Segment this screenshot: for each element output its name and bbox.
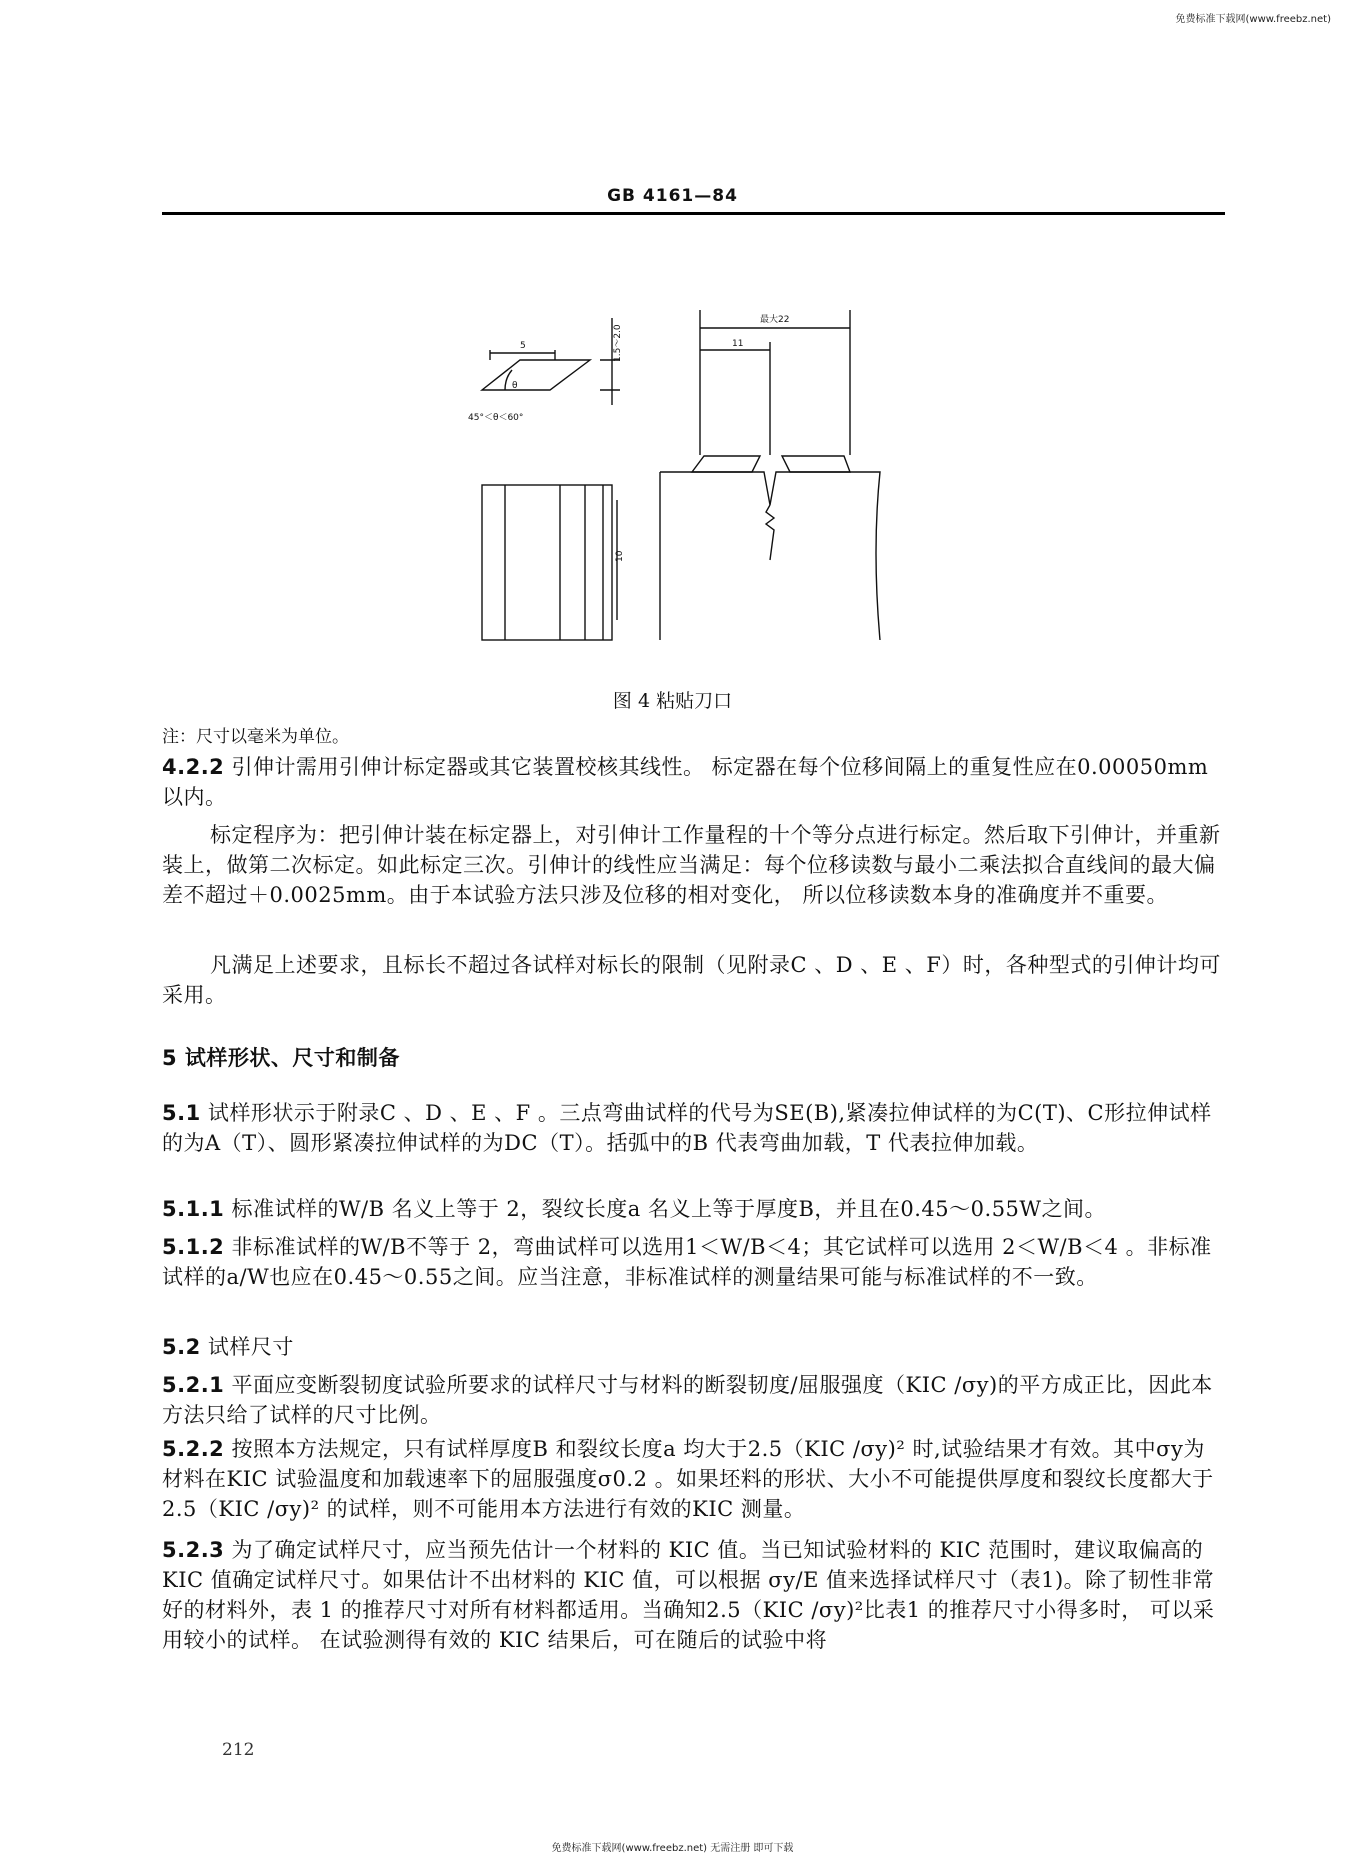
paragraph-5-2-1: 5.2.1 平面应变断裂韧度试验所要求的试样尺寸与材料的断裂韧度/屈服强度（KIC /σy)的平方成正比，因此本方法只给了试样的尺寸比例。 — [162, 1373, 1213, 1427]
dim-max-22: 最大22 — [760, 315, 790, 325]
dim-angle-range: 45°＜θ＜60° — [468, 413, 524, 423]
section-5-heading: 5 试样形状、尺寸和制备 — [162, 1045, 400, 1070]
section-5-2-heading: 5.2 试样尺寸 — [162, 1335, 294, 1359]
dim-length-10: 10 — [615, 550, 625, 562]
paragraph-extensometer-types: 凡满足上述要求，且标长不超过各试样对标长的限制（见附录C 、D 、E 、F）时，各种型式的引伸计均可采用。 — [162, 953, 1221, 1007]
figure-caption: 图 4 粘贴刀口 — [612, 690, 733, 712]
knife-edge-left — [692, 456, 760, 472]
dim-height: 1.5～2.0 — [613, 324, 623, 362]
page-number: 212 — [222, 1740, 255, 1760]
paragraph-5-1-1: 5.1.1 标准试样的W/B 名义上等于 2，裂纹长度a 名义上等于厚度B，并且在0.45～0.55W之间。 — [162, 1197, 1107, 1221]
paragraph-5-1: 5.1 试样形状示于附录C 、D 、E 、F 。三点弯曲试样的代号为SE(B),紧凑拉伸试样的为C(T)、C形拉伸试样的为A（T）、圆形紧凑拉伸试样的为DC（T）。括弧中的B 代表弯曲加载，T 代表拉伸加载。 — [162, 1101, 1212, 1155]
paragraph-5-2-3: 5.2.3 为了确定试样尺寸，应当预先估计一个材料的 KIC 值。当已知试验材料的 KIC 范围时，建议取偏高的 KIC 值确定试样尺寸。如果估计不出材料的 KIC 值，可以根据 σy/E 值来选择试样尺寸（表1)。除了韧性非常好的材料外，表 1 的推荐尺寸对所有材料都适用。当确知2.5（KIC /σy)²比表1 的推荐尺寸小得多时， 可以采用较小的试样。 在试验测得有效的 KIC 结果后，可在随后的试验中将 — [162, 1538, 1215, 1652]
paragraph-5-1-2: 5.1.2 非标准试样的W/B不等于 2，弯曲试样可以选用1＜W/B＜4；其它试样可以选用 2＜W/B＜4 。非标准试样的a/W也应在0.45～0.55之间。应当注意，非标准试样的测量结果可能与标准试样的不一致。 — [162, 1235, 1212, 1289]
knife-edge-right — [782, 456, 850, 472]
blade-top-view — [482, 360, 590, 390]
dim-width-5: 5 — [520, 341, 526, 351]
figure-knife-edge — [460, 300, 940, 650]
figure-note: 注：尺寸以毫米为单位。 — [162, 727, 349, 747]
dim-theta: θ — [512, 381, 518, 391]
paragraph-calibration-procedure: 标定程序为：把引伸计装在标定器上，对引伸计工作量程的十个等分点进行标定。然后取下引伸计，并重新装上，做第二次标定。如此标定三次。引伸计的线性应当满足：每个位移读数与最小二乘法拟合直线间的最大偏差不超过＋0.0025mm。由于本试验方法只涉及位移的相对变化， 所以位移读数本身的准确度并不重要。 — [162, 823, 1221, 907]
watermark-bottom: 免费标准下载网(www.freebz.net) 无需注册 即可下载 — [551, 1843, 794, 1854]
dim-11: 11 — [732, 339, 744, 349]
paragraph-4-2-2: 4.2.2 引伸计需用引伸计标定器或其它装置校核其线性。 标定器在每个位移间隔上的重复性应在0.00050mm以内。 — [162, 755, 1209, 809]
watermark-top: 免费标准下载网(www.freebz.net) — [1175, 14, 1331, 25]
paragraph-5-2-2: 5.2.2 按照本方法规定，只有试样厚度B 和裂纹长度a 均大于2.5（KIC /σy)² 时,试验结果才有效。其中σy为材料在KIC 试验温度和加载速率下的屈服强度σ0.2 。如果坯料的形状、大小不可能提供厚度和裂纹长度都大于2.5（KIC /σy)² 的试样，则不可能用本方法进行有效的KIC 测量。 — [162, 1437, 1214, 1521]
blade-side-view — [482, 485, 612, 640]
header-rule — [162, 212, 1225, 215]
standard-header: GB 4161—84 — [607, 186, 738, 206]
